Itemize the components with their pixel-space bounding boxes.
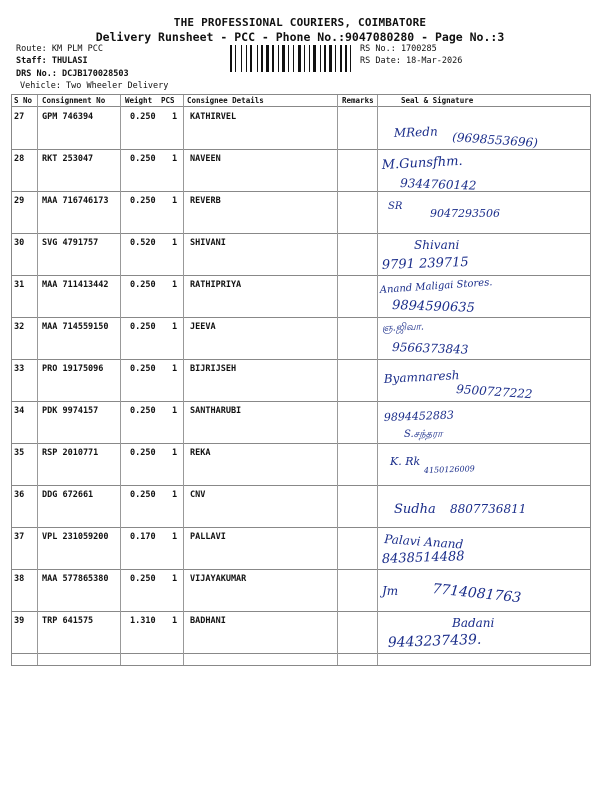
pcs-value: 1 xyxy=(172,532,178,542)
signature-handwriting: Shivani xyxy=(414,238,460,252)
weight-value: 0.170 xyxy=(130,532,156,542)
weight-value: 0.250 xyxy=(130,322,156,332)
barcode-bar xyxy=(298,45,301,72)
weight-value: 0.250 xyxy=(130,490,156,500)
company-title: THE PROFESSIONAL COURIERS, COIMBATORE xyxy=(173,16,427,29)
signature-handwriting: Badani xyxy=(452,616,495,630)
consignment-number: GPM 746394 xyxy=(42,112,94,122)
consignment-number: RSP 2010771 xyxy=(42,448,99,458)
serial-number: 29 xyxy=(14,196,25,206)
consignee-name: SHIVANI xyxy=(190,238,226,248)
consignment-number: MAA 714559150 xyxy=(42,322,109,332)
table-row xyxy=(12,359,590,402)
serial-number: 39 xyxy=(14,616,25,626)
signature-handwriting: 9566373843 xyxy=(391,340,469,357)
column-divider xyxy=(120,95,121,665)
col-consignment: Consignment No xyxy=(42,96,106,105)
table-row xyxy=(12,527,590,570)
serial-number: 27 xyxy=(14,112,25,122)
table-row xyxy=(12,443,590,486)
runsheet-subtitle: Delivery Runsheet - PCC - Phone No.:9047080280 - Page No.:3 xyxy=(95,30,505,44)
weight-value: 0.250 xyxy=(130,406,156,416)
weight-value: 0.250 xyxy=(130,280,156,290)
pcs-value: 1 xyxy=(172,154,178,164)
consignee-name: REVERB xyxy=(190,196,221,206)
consignment-number: MAA 716746173 xyxy=(42,196,109,206)
col-sno: S No xyxy=(14,96,33,105)
table-row xyxy=(12,233,590,276)
pcs-value: 1 xyxy=(172,364,178,374)
consignment-number: VPL 231059200 xyxy=(42,532,109,542)
weight-value: 0.520 xyxy=(130,238,156,248)
serial-number: 31 xyxy=(14,280,25,290)
rs-number: RS No.: 1700285 xyxy=(360,44,437,54)
rs-date: RS Date: 18-Mar-2026 xyxy=(360,56,463,66)
consignee-name: BIJRIJSEH xyxy=(190,364,237,374)
barcode-bar xyxy=(278,45,279,72)
pcs-value: 1 xyxy=(172,490,178,500)
vehicle-info: Vehicle: Two Wheeler Delivery xyxy=(20,81,169,91)
signature-handwriting: 9047293506 xyxy=(430,207,500,220)
serial-number: 34 xyxy=(14,406,25,416)
table-row xyxy=(12,485,590,528)
barcode-bar xyxy=(288,45,289,72)
consignment-number: PDK 9974157 xyxy=(42,406,99,416)
signature-handwriting: SR xyxy=(388,201,403,212)
barcode-bar xyxy=(257,45,258,72)
barcode-bar xyxy=(272,45,274,72)
barcode-bar xyxy=(266,45,269,72)
barcode-bar xyxy=(309,45,310,72)
barcode-bar xyxy=(320,45,321,72)
barcode-bar xyxy=(293,45,294,72)
pcs-value: 1 xyxy=(172,406,178,416)
barcode-bar xyxy=(235,45,236,72)
runsheet-table xyxy=(11,94,591,666)
pcs-value: 1 xyxy=(172,574,178,584)
col-seal-signature: Seal & Signature xyxy=(401,96,474,105)
signature-handwriting: M.Gunsfhm. xyxy=(381,153,463,173)
consignee-name: NAVEEN xyxy=(190,154,221,164)
serial-number: 35 xyxy=(14,448,25,458)
consignment-number: TRP 641575 xyxy=(42,616,94,626)
pcs-value: 1 xyxy=(172,448,178,458)
consignment-number: SVG 4791757 xyxy=(42,238,99,248)
col-consignee: Consignee Details xyxy=(187,96,264,105)
consignment-number: MAA 711413442 xyxy=(42,280,109,290)
staff-info: Staff: THULASI xyxy=(16,56,88,66)
weight-value: 0.250 xyxy=(130,154,156,164)
barcode-bar xyxy=(304,45,305,72)
table-row xyxy=(12,611,590,654)
signature-handwriting: 8807736811 xyxy=(450,502,527,516)
weight-value: 0.250 xyxy=(130,112,156,122)
pcs-value: 1 xyxy=(172,322,178,332)
weight-value: 0.250 xyxy=(130,196,156,206)
barcode-bar xyxy=(230,45,232,72)
signature-handwriting: Jm xyxy=(382,584,399,598)
barcode-bar xyxy=(335,45,336,72)
signature-handwriting: 9500727222 xyxy=(455,382,533,402)
serial-number: 28 xyxy=(14,154,25,164)
signature-handwriting: 4150126009 xyxy=(423,464,475,475)
pcs-value: 1 xyxy=(172,196,178,206)
pcs-value: 1 xyxy=(172,616,178,626)
column-divider xyxy=(337,95,338,665)
barcode-bar xyxy=(350,45,351,72)
pcs-value: 1 xyxy=(172,280,178,290)
signature-handwriting: 7714081763 xyxy=(431,581,522,607)
serial-number: 33 xyxy=(14,364,25,374)
serial-number: 30 xyxy=(14,238,25,248)
column-divider xyxy=(377,95,378,665)
consignee-name: KATHIRVEL xyxy=(190,112,237,122)
signature-handwriting: ஞ.ஜிவா. xyxy=(381,321,425,334)
consignee-name: SANTHARUBI xyxy=(190,406,242,416)
table-row xyxy=(12,275,590,318)
serial-number: 32 xyxy=(14,322,25,332)
signature-handwriting: (9698553696) xyxy=(451,130,539,150)
table-row xyxy=(12,191,590,234)
barcode-bar xyxy=(246,45,247,72)
column-divider xyxy=(37,95,38,665)
barcode-bar xyxy=(313,45,316,72)
consignee-name: JEEVA xyxy=(190,322,216,332)
weight-value: 1.310 xyxy=(130,616,156,626)
weight-value: 0.250 xyxy=(130,448,156,458)
consignment-number: DDG 672661 xyxy=(42,490,94,500)
serial-number: 37 xyxy=(14,532,25,542)
signature-handwriting: 9344760142 xyxy=(399,176,477,193)
signature-handwriting: S.சந்தரா xyxy=(404,429,443,440)
barcode-bar xyxy=(250,45,252,72)
weight-value: 0.250 xyxy=(130,574,156,584)
route-info: Route: KM PLM PCC xyxy=(16,44,103,54)
signature-handwriting: K. Rk xyxy=(390,455,421,468)
signature-handwriting: MRedn xyxy=(393,124,438,140)
signature-handwriting: Byamnaresh xyxy=(383,368,460,386)
weight-value: 0.250 xyxy=(130,364,156,374)
serial-number: 36 xyxy=(14,490,25,500)
barcode-bar xyxy=(282,45,285,72)
consignee-name: BADHANI xyxy=(190,616,226,626)
col-weight: Weight xyxy=(125,96,153,105)
serial-number: 38 xyxy=(14,574,25,584)
barcode xyxy=(230,45,356,72)
table-row xyxy=(12,149,590,192)
consignee-name: RATHIPRIYA xyxy=(190,280,242,290)
signature-handwriting: 9894452883 xyxy=(383,408,455,424)
pcs-value: 1 xyxy=(172,112,178,122)
signature-handwriting: Anand Maligai Stores. xyxy=(379,277,493,296)
barcode-bar xyxy=(329,45,332,72)
barcode-bar xyxy=(261,45,263,72)
barcode-bar xyxy=(324,45,326,72)
signature-handwriting: 9894590635 xyxy=(391,298,476,316)
col-pcs: PCS xyxy=(161,96,175,105)
consignee-name: VIJAYAKUMAR xyxy=(190,574,247,584)
barcode-bar xyxy=(340,45,342,72)
table-header xyxy=(12,95,590,107)
signature-handwriting: 8438514488 xyxy=(381,549,465,567)
drs-number: DRS No.: DCJB170028503 xyxy=(16,69,129,79)
table-row xyxy=(12,401,590,444)
table-row xyxy=(12,107,590,150)
consignment-number: MAA 577865380 xyxy=(42,574,109,584)
signature-handwriting: 9791 239715 xyxy=(381,254,469,273)
consignment-number: RKT 253047 xyxy=(42,154,94,164)
barcode-bar xyxy=(241,45,242,72)
col-remarks: Remarks xyxy=(342,96,374,105)
barcode-bar xyxy=(345,45,347,72)
pcs-value: 1 xyxy=(172,238,178,248)
signature-handwriting: 9443237439. xyxy=(387,631,482,651)
consignee-name: PALLAVI xyxy=(190,532,226,542)
column-divider xyxy=(183,95,184,665)
consignee-name: CNV xyxy=(190,490,206,500)
consignee-name: REKA xyxy=(190,448,211,458)
signature-handwriting: Palavi Anand xyxy=(383,532,464,552)
consignment-number: PRO 19175096 xyxy=(42,364,104,374)
table-row xyxy=(12,569,590,612)
signature-handwriting: Sudha xyxy=(394,502,436,517)
table-row xyxy=(12,317,590,360)
